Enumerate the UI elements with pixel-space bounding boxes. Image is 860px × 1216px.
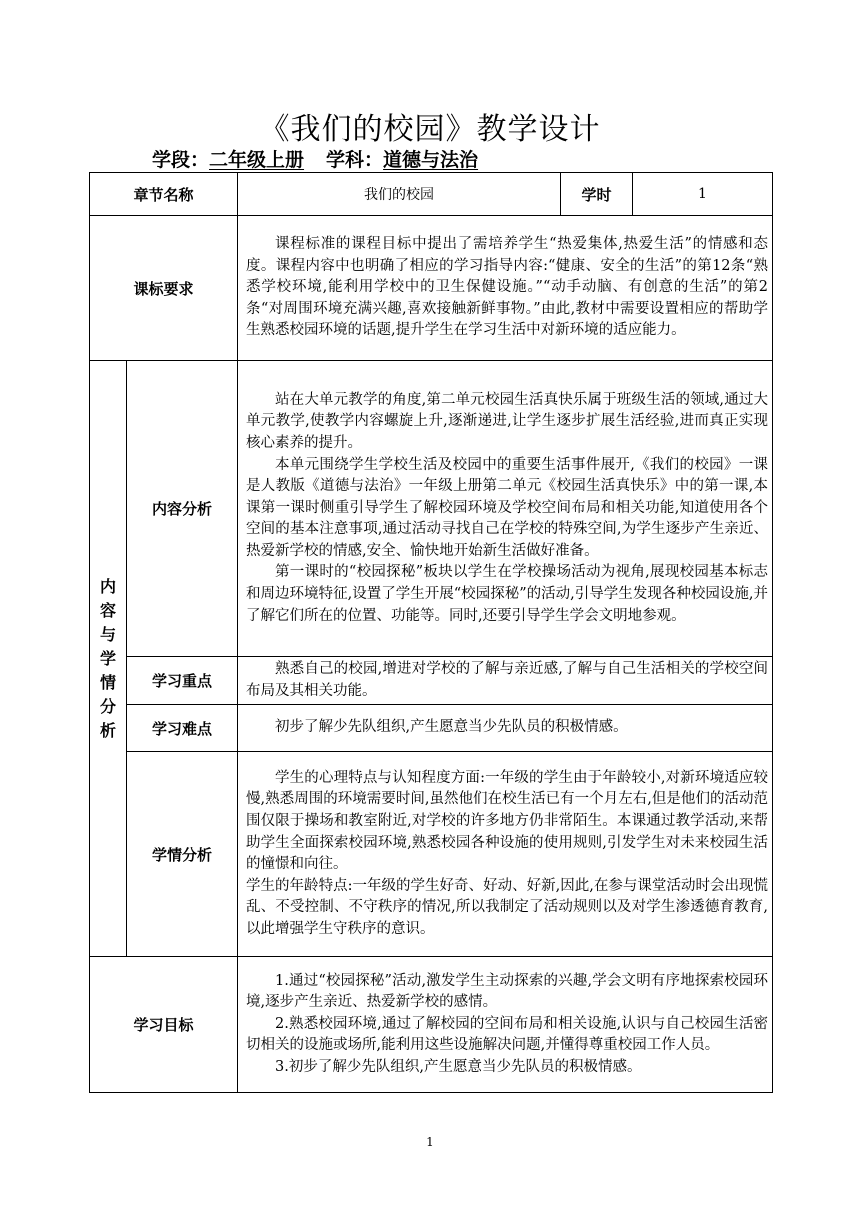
objective-item: 2.熟悉校园环境,通过了解校园的空间布局和相关设施,认识与自己校园生活密切相关的设施或场所,能利用这些设施解决问题,并懂得尊重校园工作人员。 — [246, 1015, 769, 1054]
stage-label: 学段： — [152, 149, 210, 171]
document-subtitle — [152, 145, 478, 172]
chapter-label: 章节名称 — [90, 173, 238, 216]
document-title: 《我们的校园》教学设计 — [259, 112, 601, 147]
key-points-text: 熟悉自己的校园,增进对学校的了解与亲近感,了解与自己生活相关的学校空间布局及其相关功能。 — [238, 657, 773, 705]
analysis-group-label: 内 容 与 学 情 分 析 — [90, 361, 127, 957]
content-analysis-row — [90, 361, 773, 657]
hours-label: 学时 — [561, 173, 633, 216]
student-analysis-label: 学情分析 — [127, 752, 238, 957]
content-analysis-label: 内容分析 — [127, 361, 238, 657]
subject-label: 学科： — [326, 149, 384, 171]
curriculum-text: 课程标准的课程目标中提出了需培养学生“热爱集体,热爱生活”的情感和态度。课程内容中也明确了相应的学习指导内容:“健康、安全的生活”的第12条“熟悉学校环境,能利用学校中的卫生保健设施。”“动手动脑、有创意的生活”的第2条“对周围环境充满兴趣,喜欢接触新鲜事物。”由此,教材中需要设置相应的帮助学生熟悉校园环境的话题,提升学生在学习生活中对新环境的适应能力。 — [238, 216, 773, 361]
content-analysis-text: 站在大单元教学的角度,第二单元校园生活真快乐属于班级生活的领域,通过大单元教学,使教学内容螺旋上升,逐渐递进,让学生逐步扩展生活经验,进而真正实现核心素养的提升。 本单元围绕学生学校生活及校园中的重要生活事件展开,《我们的校园》一课是人教版《道德与法治》一年级上册第二单元《校园生活真快乐》中的第一课,本课第一课时侧重引导学生了解校园环境及学校空间布局和相关功能,知道使用各个空间的基本注意事项,通过活动寻找自己在学校的特殊空间,为学生逐步产生亲近、热爱新学校的情感,安全、愉快地开始新生活做好准备。 第一课时的“校园探秘”板块以学生在学校操场活动为视角,展现校园基本标志和周边环境特征,设置了学生开展“校园探秘”的活动,引导学生发现各种校园设施,并了解它们所在的位置、功能等。同时,还要引导学生学会文明地参观。 — [238, 361, 773, 657]
difficulties-label: 学习难点 — [127, 705, 238, 752]
hours-value: 1 — [633, 173, 773, 216]
key-points-row — [90, 657, 773, 705]
student-analysis-text: 学生的心理特点与认知程度方面:一年级的学生由于年龄较小,对新环境适应较慢,熟悉周围的环境需要时间,虽然他们在校生活已有一个月左右,但是他们的活动范围仅限于操场和教室附近,对学校的许多地方仍非常陌生。本课通过教学活动,来帮助学生全面探索校园环境,熟悉校园各种设施的使用规则,引发学生对未来校园生活的憧憬和向往。 学生的年龄特点:一年级的学生好奇、好动、好新,因此,在参与课堂活动时会出现慌乱、不受控制、不守秩序的情况,所以我制定了活动规则以及对学生渗透德育教育,以此增强学生守秩序的意识。 — [238, 752, 773, 957]
difficulties-text: 初步了解少先队组织,产生愿意当少先队员的积极情感。 — [238, 705, 773, 752]
objective-item: 3.初步了解少先队组织,产生愿意当少先队员的积极情感。 — [275, 1059, 642, 1076]
objectives-text — [238, 957, 773, 1093]
key-points-label: 学习重点 — [127, 657, 238, 705]
objectives-row — [90, 957, 773, 1093]
difficulties-row — [90, 705, 773, 752]
subject-value: 道德与法治 — [383, 149, 479, 171]
page-number: 1 — [426, 1135, 434, 1149]
stage-value: 二年级上册 — [209, 149, 305, 171]
curriculum-row — [90, 216, 773, 361]
objectives-label: 学习目标 — [90, 957, 238, 1093]
objective-item: 1.通过“校园探秘”活动,激发学生主动探索的兴趣,学会文明有序地探索校园环境,逐步产生亲近、热爱新学校的感情。 — [246, 972, 769, 1011]
header-row — [90, 173, 773, 216]
lesson-design-table — [89, 172, 773, 1093]
chapter-value: 我们的校园 — [238, 173, 561, 216]
student-analysis-row — [90, 752, 773, 957]
curriculum-label: 课标要求 — [90, 216, 238, 361]
